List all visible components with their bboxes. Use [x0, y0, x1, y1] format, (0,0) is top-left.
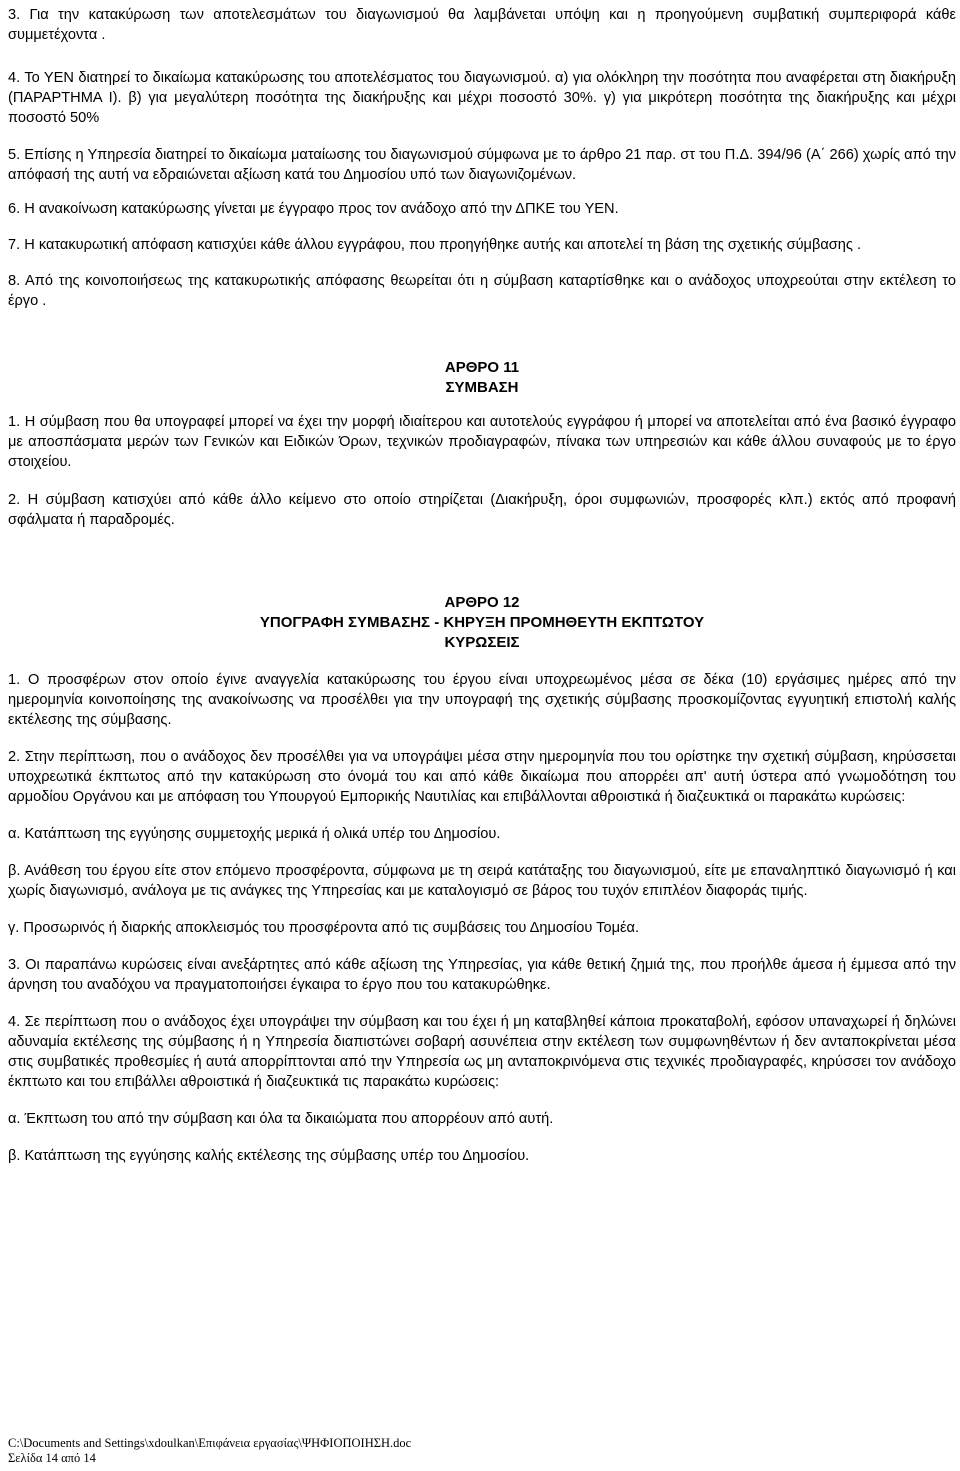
article-12-paragraph-3: 3. Οι παραπάνω κυρώσεις είναι ανεξάρτητες από κάθε αξίωση της Υπηρεσίας, για κάθε θετική ζημιά της, που προήλθε άμεσα ή έμμεσα από την άρνηση του αναδόχου να πραγματοποιήσει έγκαιρα το έργο που του κατακυρώθηκε.	[8, 957, 956, 993]
article-12-paragraph-2a: α. Κατάπτωση της εγγύησης συμμετοχής μερικά ή ολικά υπέρ του Δημοσίου.	[8, 826, 501, 842]
article-12-title-line-2: ΚΥΡΩΣΕΙΣ	[444, 634, 520, 651]
paragraph-8: 8. Από της κοινοποιήσεως της κατακυρωτικής απόφασης θεωρείται ότι η σύμβαση καταρτίσθηκε και ο ανάδοχος υποχρεούται στην εκτέλεση το έργο .	[8, 273, 956, 309]
paragraph-5: 5. Επίσης η Υπηρεσία διατηρεί το δικαίωμα ματαίωσης του διαγωνισμού σύμφωνα με το άρθρο 21 παρ. στ του Π.Δ. 394/96 (Α΄ 266) χωρίς από την απόφασή της αυτή να εδραιώνεται αξίωση κατά του Δημοσίου υπό των διαγωνιζομένων.	[8, 147, 956, 183]
article-12-paragraph-2c: γ. Προσωρινός ή διαρκής αποκλεισμός του προσφέροντα από τις συμβάσεις του Δημοσίου Τομέα.	[8, 920, 640, 936]
paragraph-4: 4. Το ΥΕΝ διατηρεί το δικαίωμα κατακύρωσης του αποτελέσματος του διαγωνισμού. α) για ολόκληρη την ποσότητα που αναφέρεται στη διακήρυξη (ΠΑΡΑΡΤΗΜΑ Ι). β) για μεγαλύτερη ποσότητα της διακήρυξης και μέχρι ποσοστό 30%. γ) για μικρότερη ποσότητα της διακήρυξης και μέχρι ποσοστό 50%	[8, 70, 956, 126]
article-11-number: ΑΡΘΡΟ 11	[444, 359, 520, 376]
article-12-paragraph-2b: β. Ανάθεση του έργου είτε στον επόμενο προσφέροντα, σύμφωνα με τη σειρά κατάταξης του διαγωνισμού, είτε με επαναληπτικό διαγωνισμό ή και χωρίς διαγωνισμό, ανάλογα με τις ανάγκες της Υπηρεσίας και με καταλογισμό σε βάρος του τυχόν επιπλέον διαφοράς τιμής.	[8, 863, 956, 899]
document-page	[8, 5, 956, 1166]
page-footer	[8, 1436, 411, 1466]
article-12-paragraph-1: 1. Ο προσφέρων στον οποίο έγινε αναγγελία κατακύρωσης του έργου είναι υποχρεωμένος μέσα σε δέκα (10) εργάσιμες ημέρες από την ημερομηνία κοινοποίησης της ανακοίνωσης να προσέλθει για την υπογραφή της σχετικής σύμβασης προσκομίζοντας εγγυητική επιστολή καλής εκτέλεσης της σύμβασης.	[8, 672, 956, 728]
article-11-paragraph-1: 1. Η σύμβαση που θα υπογραφεί μπορεί να έχει την μορφή ιδιαίτερου και αυτοτελούς εγγράφου ή μπορεί να αποτελείται από ένα βασικό έγγραφο με αποσπάσματα μερών των Γενικών και Ειδικών Όρων, τεχνικών προδιαγραφών, πίνακα των υπηρεσιών και κάθε άλλου συναφούς με το έργο στοιχείου.	[8, 414, 956, 470]
article-12-paragraph-4b: β. Κατάπτωση της εγγύησης καλής εκτέλεσης της σύμβασης υπέρ του Δημοσίου.	[8, 1148, 530, 1164]
article-12-number: ΑΡΘΡΟ 12	[444, 594, 520, 611]
footer-file-path: C:\Documents and Settings\xdoulkan\Επιφάνεια εργασίας\ΨΗΦΙΟΠΟΙΗΣΗ.doc	[8, 1436, 412, 1450]
paragraph-3: 3. Για την κατακύρωση των αποτελεσμάτων του διαγωνισμού θα λαμβάνεται υπόψη και η προηγούμενη συμβατική συμπεριφορά κάθε συμμετέχοντα .	[8, 7, 956, 43]
article-11-title: ΣΥΜΒΑΣΗ	[445, 379, 519, 396]
paragraph-7: 7. Η κατακυρωτική απόφαση κατισχύει κάθε άλλου εγγράφου, που προηγήθηκε αυτής και αποτελεί τη βάση της σχετικής σύμβασης .	[8, 237, 862, 253]
article-12-title-line-1: ΥΠΟΓΡΑΦΗ ΣΥΜΒΑΣΗΣ - ΚΗΡΥΞΗ ΠΡΟΜΗΘΕΥΤΗ ΕΚΠΤΩΤΟΥ	[259, 614, 705, 631]
article-12-paragraph-4a: α. Έκπτωση του από την σύμβαση και όλα τα δικαιώματα που απορρέουν από αυτή.	[8, 1111, 554, 1127]
article-12-paragraph-2: 2. Στην περίπτωση, που ο ανάδοχος δεν προσέλθει για να υπογράψει μέσα στην ημερομηνία που του ορίστηκε την σχετική σύμβαση, κηρύσσεται υποχρεωτικά έκπτωτος από την κατακύρωση στο όνομά του και από κάθε δικαίωμα που απορρέει απ' αυτή ύστερα από γνωμοδότηση του αρμοδίου Οργάνου και με απόφαση του Υπουργού Εμπορικής Ναυτιλίας και επιβάλλονται αθροιστικά ή διαζευκτικά οι παρακάτω κυρώσεις:	[8, 749, 956, 805]
paragraph-6: 6. Η ανακοίνωση κατακύρωσης γίνεται με έγγραφο προς τον ανάδοχο από την ΔΠΚΕ του ΥΕΝ.	[8, 201, 619, 217]
article-12-paragraph-4: 4. Σε περίπτωση που ο ανάδοχος έχει υπογράψει την σύμβαση και του έχει ή μη καταβληθεί κάποια προκαταβολή, εφόσον υπαναχωρεί ή δηλώνει αδυναμία εκτέλεσης της σύμβασης ή η Υπηρεσία διαπιστώνει σοβαρή ασυνέπεια στην εκτέλεση των συμφωνηθέντων ή δεν ανταποκρίνεται μέσα στις συμβατικές προθεσμίες ή αυτά απορρίπτονται από την Υπηρεσία ως μη ανταποκρινόμενα στις τεχνικές προδιαγραφές, κηρύσσει τον ανάδοχο έκπτωτο και του επιβάλλει αθροιστικά ή διαζευκτικά τις παρακάτω κυρώσεις:	[8, 1014, 956, 1090]
footer-page-number: Σελίδα 14 από 14	[8, 1451, 96, 1465]
article-11-paragraph-2: 2. Η σύμβαση κατισχύει από κάθε άλλο κείμενο στο οποίο στηρίζεται (Διακήρυξη, όροι συμφωνιών, προσφορές κλπ.) εκτός από προφανή σφάλματα ή παραδρομές.	[8, 492, 956, 528]
